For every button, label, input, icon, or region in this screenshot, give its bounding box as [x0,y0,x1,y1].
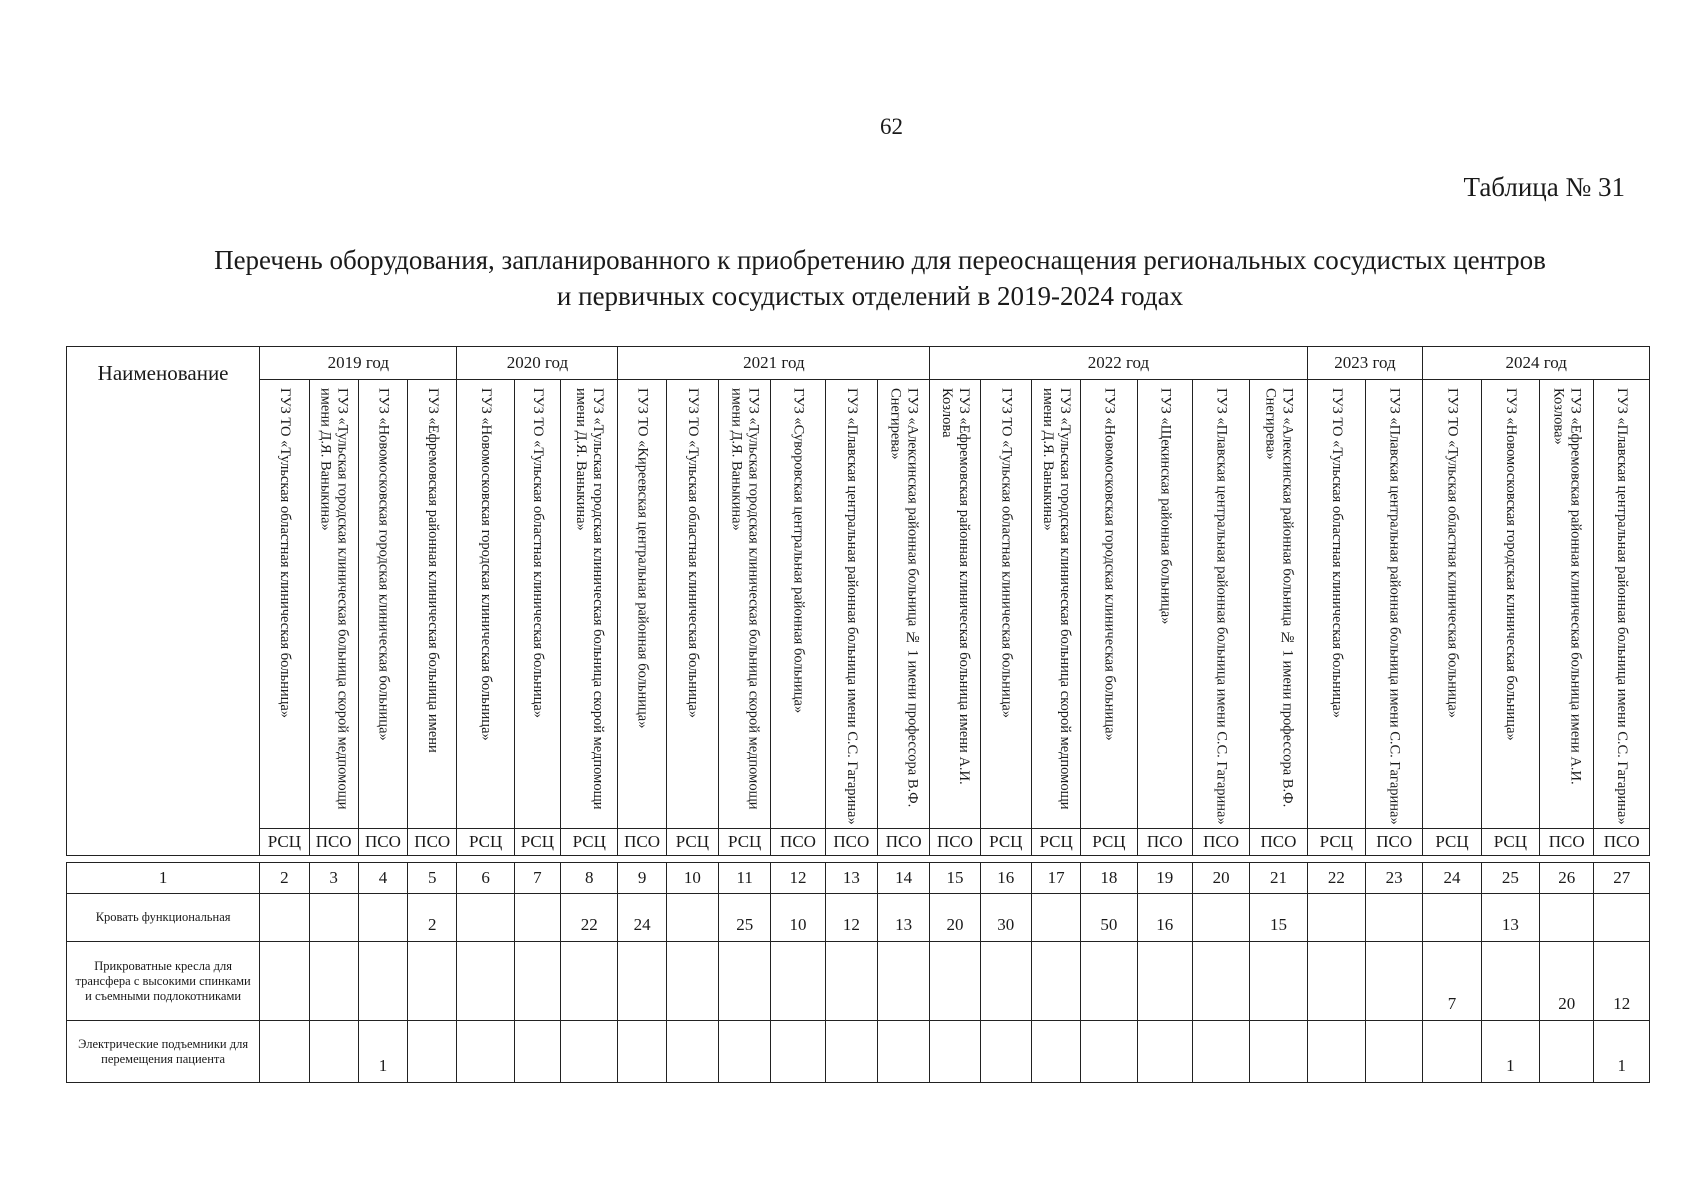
facility-type: ПСО [1594,829,1650,856]
quantity-cell [719,942,771,1021]
institution-name: ГУЗ ТО «Тульская областная клиническая больница» [998,388,1015,719]
column-number: 12 [771,863,825,894]
column-number: 5 [408,863,457,894]
quantity-cell [877,942,929,1021]
institution-header [1307,380,1365,829]
document-title [150,242,1590,314]
year-header: 2020 год [457,347,618,380]
quantity-cell [457,1021,514,1083]
quantity-cell [1423,894,1481,942]
institution-name: ГУЗ «Новомосковская городская клиническая больница» [478,388,495,741]
spacer-cell [514,856,560,863]
column-number: 15 [930,863,980,894]
quantity-cell [1031,942,1080,1021]
institution-name: ГУЗ ТО «Киреевская центральная районная больница» [634,388,651,729]
spacer-cell [1250,856,1307,863]
institution-header [457,380,514,829]
quantity-cell: 10 [771,894,825,942]
spacer-cell [719,856,771,863]
quantity-cell [309,942,358,1021]
quantity-cell: 16 [1137,894,1192,942]
institution-header [1137,380,1192,829]
facility-type: ПСО [825,829,877,856]
quantity-cell: 22 [561,894,618,942]
institution-header [1423,380,1481,829]
column-number: 14 [877,863,929,894]
column-number: 13 [825,863,877,894]
institution-header [666,380,718,829]
column-number: 25 [1481,863,1539,894]
quantity-cell [1594,894,1650,942]
quantity-cell [1540,1021,1594,1083]
institution-header [980,380,1031,829]
quantity-cell [1366,1021,1423,1083]
year-header: 2022 год [930,347,1307,380]
quantity-cell: 1 [1481,1021,1539,1083]
quantity-cell: 13 [877,894,929,942]
institution-header [877,380,929,829]
header-institutions-row [67,380,1650,829]
quantity-cell [666,1021,718,1083]
facility-type: РСЦ [514,829,560,856]
institution-header [1031,380,1080,829]
spacer-cell [771,856,825,863]
institution-name: ГУЗ «Плавская центральная районная больница имени С.С. Гагарина» [843,388,860,825]
institution-name: ГУЗ «Алексинская районная больница № 1 имени профессора В.Ф. Снегирева» [1262,388,1296,808]
institution-header [825,380,877,829]
spacer-cell [1307,856,1365,863]
institution-name: ГУЗ ТО «Тульская областная клиническая больница» [529,388,546,719]
spacer-cell [618,856,666,863]
facility-type: РСЦ [1423,829,1481,856]
facility-type: РСЦ [1481,829,1539,856]
column-number: 4 [358,863,407,894]
facility-type: ПСО [877,829,929,856]
facility-type: РСЦ [980,829,1031,856]
spacer-cell [1137,856,1192,863]
facility-type: ПСО [618,829,666,856]
spacer-cell [457,856,514,863]
institution-header [408,380,457,829]
institution-header [309,380,358,829]
quantity-cell [260,894,309,942]
column-number: 23 [1366,863,1423,894]
quantity-cell [358,942,407,1021]
quantity-cell [457,894,514,942]
institution-name: ГУЗ «Тульская городская клиническая больница скорой медпомощи имени Д.Я. Ваныкина» [1040,388,1074,810]
column-number: 7 [514,863,560,894]
quantity-cell [260,942,309,1021]
table-number: Таблица № 31 [1463,172,1625,202]
facility-type: ПСО [1366,829,1423,856]
spacer-cell [309,856,358,863]
quantity-cell [1540,894,1594,942]
quantity-cell [930,1021,980,1083]
institution-header [1192,380,1249,829]
facility-type: ПСО [1137,829,1192,856]
table-row [67,942,1650,1021]
equipment-name: Прикроватные кресла для трансфера с высокими спинками и съемными подлокотниками [67,942,260,1021]
spacer-cell [1540,856,1594,863]
institution-name: ГУЗ «Ефремовская районная клиническая больница имени А.И. Козлова [938,388,972,785]
facility-type: ПСО [1540,829,1594,856]
institution-name: ГУЗ ТО «Тульская областная клиническая больница» [1444,388,1461,719]
quantity-cell [358,894,407,942]
quantity-cell [771,1021,825,1083]
quantity-cell [1481,942,1539,1021]
quantity-cell [1081,1021,1137,1083]
institution-name: ГУЗ «Плавская центральная районная больница имени С.С. Гагарина» [1213,388,1230,825]
facility-type: ПСО [358,829,407,856]
quantity-cell [408,1021,457,1083]
column-number: 19 [1137,863,1192,894]
quantity-cell: 25 [719,894,771,942]
column-number: 11 [719,863,771,894]
quantity-cell [1423,1021,1481,1083]
quantity-cell [1031,894,1080,942]
column-number: 10 [666,863,718,894]
quantity-cell [1192,894,1249,942]
header-spacer [67,856,1650,863]
quantity-cell: 2 [408,894,457,942]
facility-type: РСЦ [457,829,514,856]
quantity-cell [457,942,514,1021]
spacer-cell [67,856,260,863]
institution-name: ГУЗ «Щекинская районная больница» [1157,388,1174,625]
title-line-1: Перечень оборудования, запланированного к приобретению для переоснащения региональных сосудистых центров [214,245,1546,275]
facility-type: РСЦ [260,829,309,856]
quantity-cell: 13 [1481,894,1539,942]
institution-name: ГУЗ «Плавская центральная районная больница имени С.С. Гагарина» [1614,388,1631,825]
institution-name: ГУЗ «Алексинская районная больница № 1 имени профессора В.Ф. Снегирева» [887,388,921,808]
quantity-cell: 1 [358,1021,407,1083]
institution-header [1481,380,1539,829]
quantity-cell [618,942,666,1021]
spacer-cell [666,856,718,863]
spacer-cell [930,856,980,863]
institution-header [1594,380,1650,829]
quantity-cell [1192,1021,1249,1083]
facility-type: РСЦ [1081,829,1137,856]
facility-type: ПСО [408,829,457,856]
quantity-cell [1307,942,1365,1021]
institution-name: ГУЗ «Тульская городская клиническая больница скорой медпомощи имени Д.Я. Ваныкина» [728,388,762,810]
column-number: 9 [618,863,666,894]
equipment-table [66,346,1650,1083]
column-number: 27 [1594,863,1650,894]
facility-type: РСЦ [561,829,618,856]
column-number: 21 [1250,863,1307,894]
quantity-cell: 24 [618,894,666,942]
quantity-cell [309,894,358,942]
quantity-cell [666,894,718,942]
facility-type: ПСО [771,829,825,856]
institution-header [1540,380,1594,829]
quantity-cell [1192,942,1249,1021]
quantity-cell [408,942,457,1021]
quantity-cell [1366,894,1423,942]
quantity-cell: 20 [1540,942,1594,1021]
table-row [67,1021,1650,1083]
quantity-cell [930,942,980,1021]
quantity-cell [980,1021,1031,1083]
column-number: 16 [980,863,1031,894]
quantity-cell [825,1021,877,1083]
institution-header [1366,380,1423,829]
quantity-cell [514,942,560,1021]
quantity-cell [260,1021,309,1083]
year-header: 2023 год [1307,347,1423,380]
header-years-row [67,347,1650,380]
institution-name: ГУЗ ТО «Тульская областная клиническая больница» [1328,388,1345,719]
quantity-cell [1366,942,1423,1021]
institution-header [1081,380,1137,829]
quantity-cell: 20 [930,894,980,942]
institution-header [561,380,618,829]
equipment-name: Кровать функциональная [67,894,260,942]
spacer-cell [1366,856,1423,863]
institution-name: ГУЗ «Новомосковская городская клиническая больница» [375,388,392,741]
quantity-cell: 50 [1081,894,1137,942]
institution-header [719,380,771,829]
spacer-cell [561,856,618,863]
column-number: 18 [1081,863,1137,894]
facility-type: РСЦ [719,829,771,856]
spacer-cell [877,856,929,863]
institution-name: ГУЗ «Новомосковская городская клиническая больница» [1101,388,1118,741]
quantity-cell [877,1021,929,1083]
column-numbers-row [67,863,1650,894]
facility-type: РСЦ [1031,829,1080,856]
spacer-cell [1594,856,1650,863]
spacer-cell [358,856,407,863]
spacer-cell [1031,856,1080,863]
quantity-cell [1081,942,1137,1021]
quantity-cell [1250,1021,1307,1083]
spacer-cell [408,856,457,863]
quantity-cell [309,1021,358,1083]
institution-name: ГУЗ ТО «Тульская областная клиническая больница» [276,388,293,719]
institution-header [260,380,309,829]
quantity-cell [1031,1021,1080,1083]
quantity-cell [561,1021,618,1083]
column-number: 3 [309,863,358,894]
quantity-cell [1307,1021,1365,1083]
institution-header [930,380,980,829]
spacer-cell [260,856,309,863]
spacer-cell [1192,856,1249,863]
institution-name: ГУЗ «Ефремовская районная клиническая больница имени [424,388,441,753]
spacer-cell [980,856,1031,863]
facility-type: ПСО [1192,829,1249,856]
institution-header [1250,380,1307,829]
facility-type: ПСО [930,829,980,856]
column-number: 2 [260,863,309,894]
column-number: 17 [1031,863,1080,894]
facility-type: ПСО [1250,829,1307,856]
spacer-cell [1423,856,1481,863]
header-type-row [67,829,1650,856]
spacer-cell [825,856,877,863]
institution-header [618,380,666,829]
quantity-cell [719,1021,771,1083]
quantity-cell [618,1021,666,1083]
institution-name: ГУЗ ТО «Тульская областная клиническая больница» [684,388,701,719]
quantity-cell [561,942,618,1021]
column-number: 26 [1540,863,1594,894]
quantity-cell [514,894,560,942]
year-header: 2024 год [1423,347,1650,380]
facility-type: РСЦ [1307,829,1365,856]
institution-name: ГУЗ «Суворовская центральная районная больница» [790,388,807,714]
table-row [67,894,1650,942]
year-header: 2021 год [618,347,930,380]
institution-header [514,380,560,829]
quantity-cell [1307,894,1365,942]
quantity-cell [514,1021,560,1083]
spacer-cell [1081,856,1137,863]
quantity-cell [666,942,718,1021]
institution-header [771,380,825,829]
column-header-name: Наименование [67,347,260,856]
column-number: 20 [1192,863,1249,894]
institution-header [358,380,407,829]
column-number: 22 [1307,863,1365,894]
quantity-cell [825,942,877,1021]
institution-name: ГУЗ «Ефремовская районная клиническая больница имени А.И. Козлова» [1550,388,1584,785]
quantity-cell [1137,1021,1192,1083]
column-number: 6 [457,863,514,894]
column-number: 8 [561,863,618,894]
facility-type: РСЦ [666,829,718,856]
institution-name: ГУЗ «Тульская городская клиническая больница скорой медпомощи имени Д.Я. Ваныкина» [317,388,351,810]
quantity-cell: 15 [1250,894,1307,942]
year-header: 2019 год [260,347,457,380]
quantity-cell: 12 [1594,942,1650,1021]
column-number: 24 [1423,863,1481,894]
quantity-cell: 30 [980,894,1031,942]
quantity-cell [980,942,1031,1021]
equipment-name: Электрические подъемники для перемещения пациента [67,1021,260,1083]
quantity-cell [1137,942,1192,1021]
spacer-cell [1481,856,1539,863]
facility-type: ПСО [309,829,358,856]
column-number: 1 [67,863,260,894]
quantity-cell: 7 [1423,942,1481,1021]
quantity-cell [1250,942,1307,1021]
quantity-cell: 1 [1594,1021,1650,1083]
institution-name: ГУЗ «Тульская городская клиническая больница скорой медпомощи имени Д.Я. Ваныкина» [573,388,607,810]
page-number: 62 [880,114,903,139]
institution-name: ГУЗ «Плавская центральная районная больница имени С.С. Гагарина» [1386,388,1403,825]
quantity-cell: 12 [825,894,877,942]
quantity-cell [771,942,825,1021]
title-line-2: и первичных сосудистых отделений в 2019-2024 годах [556,281,1184,311]
institution-name: ГУЗ «Новомосковская городская клиническая больница» [1502,388,1519,741]
